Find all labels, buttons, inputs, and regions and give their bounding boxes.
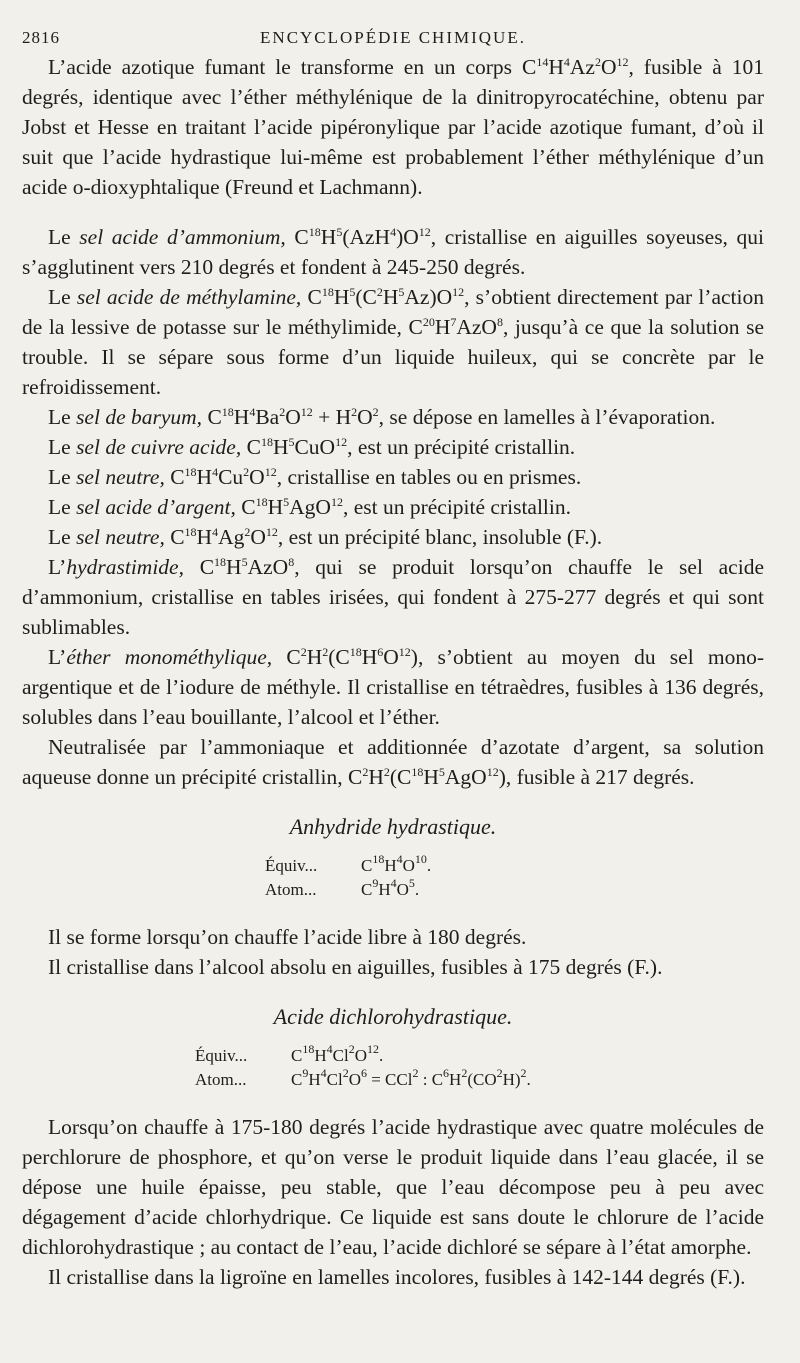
formula-block-dichloro-acid: [22, 1044, 764, 1092]
paragraph-barium-salt: Le sel de baryum, $C^{18}H^4Ba^2O^{12} + H^2O^2$, se dépose en lamelles à l’évaporation.: [48, 405, 716, 429]
formula-equiv-label: Équiv...: [265, 856, 318, 875]
page-number: 2816: [22, 28, 60, 47]
paragraph-hydrastimide: L’hydrastimide, $C^{18}H^5AzO^8$, qui se produit lorsqu’on chauffe le sel acide d’ammonium, cristallise en tables irisées, qui fondent à 275-277 degrés et qui sont sublimables.: [22, 555, 764, 639]
paragraph-anhydride-formation: Il se forme lorsqu’on chauffe l’acide libre à 180 degrés.: [48, 925, 527, 949]
paragraph-azotic-acid: L’acide azotique fumant le transforme en un corps $C^{14}H^4Az^2O^{12}$, fusible à 101 degrés, identique avec l’éther méthylénique de la dinitropyrocatéchine, obtenu par Jobst et Hesse en traitant l’acide pipéronylique par l’acide azotique fumant, d’où il suit que l’acide hydrastique lui-même est probablement l’éther méthylénique d’un acide o-dioxyphtalique (Freund et Lachmann).: [22, 55, 764, 199]
paragraph-monomethyl-ether: L’éther monométhylique, $C^2H^2(C^{18}H^6O^{12})$, s’obtient au moyen du sel mono-argentique et de l’iodure de méthyle. Il cristallise en tétraèdres, fusibles à 136 degrés, solubles dans l’eau bouillante, l’alcool et l’éther.: [22, 645, 764, 729]
paragraph-copper-neutral-salt: Le sel neutre, $C^{18}H^4Cu^2O^{12}$, cristallise en tables ou en prismes.: [48, 465, 582, 489]
formula-block-anhydride: [22, 854, 764, 902]
paragraph-dichloro-preparation: Lorsqu’on chauffe à 175-180 degrés l’acide hydrastique avec quatre molécules de perchlorure de phosphore, et qu’on verse le produit liquide dans l’eau glacée, il se dépose une huile épaisse, peu stable, que l’eau décompose peu à peu avec dégagement d’acide chlorhydrique. Ce liquide est sans doute le chlorure de l’acide dichlorohydrastique ; au contact de l’eau, l’acide dichloré se sépare à l’état amorphe.: [22, 1115, 764, 1259]
formula-equiv-value: $C^{18}H^4Cl^2O^{12}$.: [291, 1042, 384, 1065]
term-hydrastimide: hydrastimide,: [66, 555, 184, 579]
paragraph-neutralised-solution: Neutralisée par l’ammoniaque et additionnée d’azotate d’argent, sa solution aqueuse donne un précipité cristallin, $C^2H^2(C^{18}H^5AgO^{12})$, fusible à 217 degrés.: [22, 735, 764, 789]
formula-atom-value: $C^9H^4O^5$.: [361, 876, 420, 899]
running-title: ENCYCLOPÉDIE CHIMIQUE.: [260, 28, 526, 47]
page-header: [22, 24, 764, 52]
term-neutral-salt: sel neutre,: [76, 465, 165, 489]
formula-atom-value: $C^9H^4Cl^2O^6 = CCl^2$ : $C^6H^2(CO^2H)^2$.: [291, 1066, 531, 1089]
paragraph-dichloro-crystallisation: Il cristallise dans la ligroïne en lamelles incolores, fusibles à 142-144 degrés (F.).: [48, 1265, 746, 1289]
term-silver-acid-salt: sel acide d’argent,: [76, 495, 236, 519]
term-barium-salt: sel de baryum,: [76, 405, 203, 429]
term-copper-acid-salt: sel de cuivre acide,: [76, 435, 242, 459]
paragraph-methylamine-salt: Le sel acide de méthylamine, $C^{18}H^5(C^2H^5Az)O^{12}$, s’obtient directement par l’action de la lessive de potasse sur le méthylimide, $C^{20}H^7AzO^8$, jusqu’à ce que la solution se trouble. Il se sépare sous forme d’un liquide huileux, qui se concrète par le refroidissement.: [22, 285, 764, 399]
paragraph-copper-acid-salt: Le sel de cuivre acide, $C^{18}H^5CuO^{12}$, est un précipité cristallin.: [48, 435, 576, 459]
formula-equiv-row: [22, 1044, 764, 1068]
formula-atom-row: [22, 1068, 764, 1092]
section-title-dichloro-acid: Acide dichlorohydrastique.: [273, 1004, 513, 1029]
paragraph-silver-neutral-salt: Le sel neutre, $C^{18}H^4Ag^2O^{12}$, est un précipité blanc, insoluble (F.).: [48, 525, 603, 549]
formula-atom-label: Atom...: [265, 880, 317, 899]
term-ammonium-salt: sel acide d’ammonium,: [79, 225, 286, 249]
term-methylamine-salt: sel acide de méthylamine,: [76, 285, 302, 309]
formula-equiv-value: $C^{18}H^4O^{10}$.: [361, 852, 432, 875]
formula-equiv-row: [22, 854, 764, 878]
paragraph-silver-acid-salt: Le sel acide d’argent, $C^{18}H^5AgO^{12}$, est un précipité cristallin.: [48, 495, 572, 519]
formula-equiv-label: Équiv...: [195, 1046, 248, 1065]
paragraph-ammonium-salt: Le sel acide d’ammonium, $C^{18}H^5(AzH^4)O^{12}$, cristallise en aiguilles soyeuses, qui s’agglutinent vers 210 degrés et fondent à 245-250 degrés.: [22, 225, 765, 279]
formula-atom-label: Atom...: [195, 1070, 247, 1089]
section-title-anhydride: Anhydride hydrastique.: [289, 814, 497, 839]
formula-atom-row: [22, 878, 764, 902]
term-monomethyl-ether: éther monométhylique,: [66, 645, 273, 669]
paragraph-anhydride-crystallisation: Il cristallise dans l’alcool absolu en aiguilles, fusibles à 175 degrés (F.).: [48, 955, 663, 979]
term-neutral-salt: sel neutre,: [76, 525, 165, 549]
